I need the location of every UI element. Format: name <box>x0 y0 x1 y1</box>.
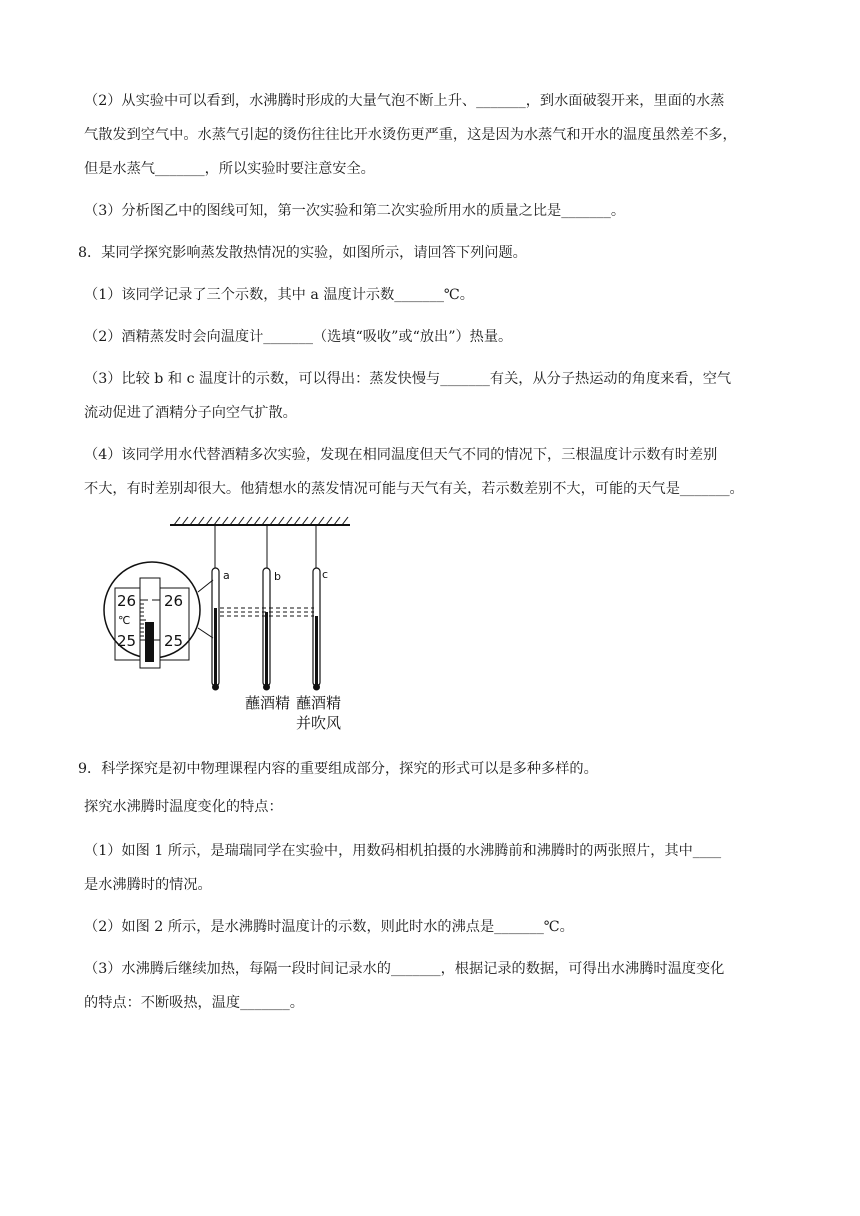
q9-subheading: 探究水沸腾时温度变化的特点： <box>84 799 283 815</box>
scale-25-left: 25 <box>117 632 137 650</box>
magnified-scale <box>104 562 213 668</box>
q8-stem: 8．某同学探究影响蒸发散热情况的实验，如图所示，请回答下列问题。 <box>78 245 527 261</box>
q8-part3-line1: （3）比较 b 和 c 温度计的示数，可以得出：蒸发快慢与_______有关，从分子热运动的角度来看，空气 <box>84 371 732 387</box>
scale-26-right: 26 <box>164 592 184 610</box>
q7-part2-line3: 但是水蒸气_______，所以实验时要注意安全。 <box>84 161 375 177</box>
thermometer-a <box>212 568 230 691</box>
q9-part3-line1: （3）水沸腾后继续加热，每隔一段时间记录水的_______，根据记录的数据，可得出水沸腾时温度变化 <box>84 961 725 977</box>
caption-c-line1: 蘸酒精 <box>296 694 342 712</box>
q7-part3: （3）分析图乙中的图线可知，第一次实验和第二次实验所用水的质量之比是_______。 <box>84 203 626 219</box>
q7-part2-line1: （2）从实验中可以看到，水沸腾时形成的大量气泡不断上升、_______，到水面破裂开来，里面的水蒸 <box>84 93 725 109</box>
caption-c-line2: 并吹风 <box>296 714 342 732</box>
thermometer-b <box>263 568 281 691</box>
q9-part1-line1: （1）如图 1 所示，是瑞瑞同学在实验中，用数码相机拍摄的水沸腾前和沸腾时的两张照片，其中____ <box>84 843 722 859</box>
q8-part1: （1）该同学记录了三个示数，其中 a 温度计示数_______℃。 <box>84 287 474 303</box>
q9-stem: 9．科学探究是初中物理课程内容的重要组成部分，探究的形式可以是多种多样的。 <box>78 761 598 777</box>
label-b: b <box>274 570 281 583</box>
q8-part2: （2）酒精蒸发时会向温度计_______（选填“吸收”或“放出”）热量。 <box>84 329 513 345</box>
thermometer-figure <box>102 512 372 742</box>
label-c: c <box>322 568 329 581</box>
q8-part4-line2: 不大，有时差别却很大。他猜想水的蒸发情况可能与天气有关，若示数差别不大，可能的天气是_______。 <box>84 481 744 497</box>
q7-part2-line2: 气散发到空气中。水蒸气引起的烫伤往往比开水烫伤更严重，这是因为水蒸气和开水的温度虽然差不多， <box>84 127 737 143</box>
scale-25-right: 25 <box>164 632 184 650</box>
ceiling-support <box>170 517 350 525</box>
q8-part4-line1: （4）该同学用水代替酒精多次实验，发现在相同温度但天气不同的情况下，三根温度计示数有时差别 <box>84 447 718 463</box>
scale-26-left: 26 <box>117 592 137 610</box>
q8-part3-line2: 流动促进了酒精分子向空气扩散。 <box>84 405 297 421</box>
q9-part1-line2: 是水沸腾时的情况。 <box>84 877 212 893</box>
thermometer-c <box>313 568 328 691</box>
scale-unit: ℃ <box>118 614 131 627</box>
caption-b: 蘸酒精 <box>245 694 291 712</box>
q9-part2: （2）如图 2 所示，是水沸腾时温度计的示数，则此时水的沸点是_______℃。 <box>84 919 574 935</box>
q9-part3-line2: 的特点：不断吸热，温度_______。 <box>84 995 304 1011</box>
label-a: a <box>223 569 230 582</box>
